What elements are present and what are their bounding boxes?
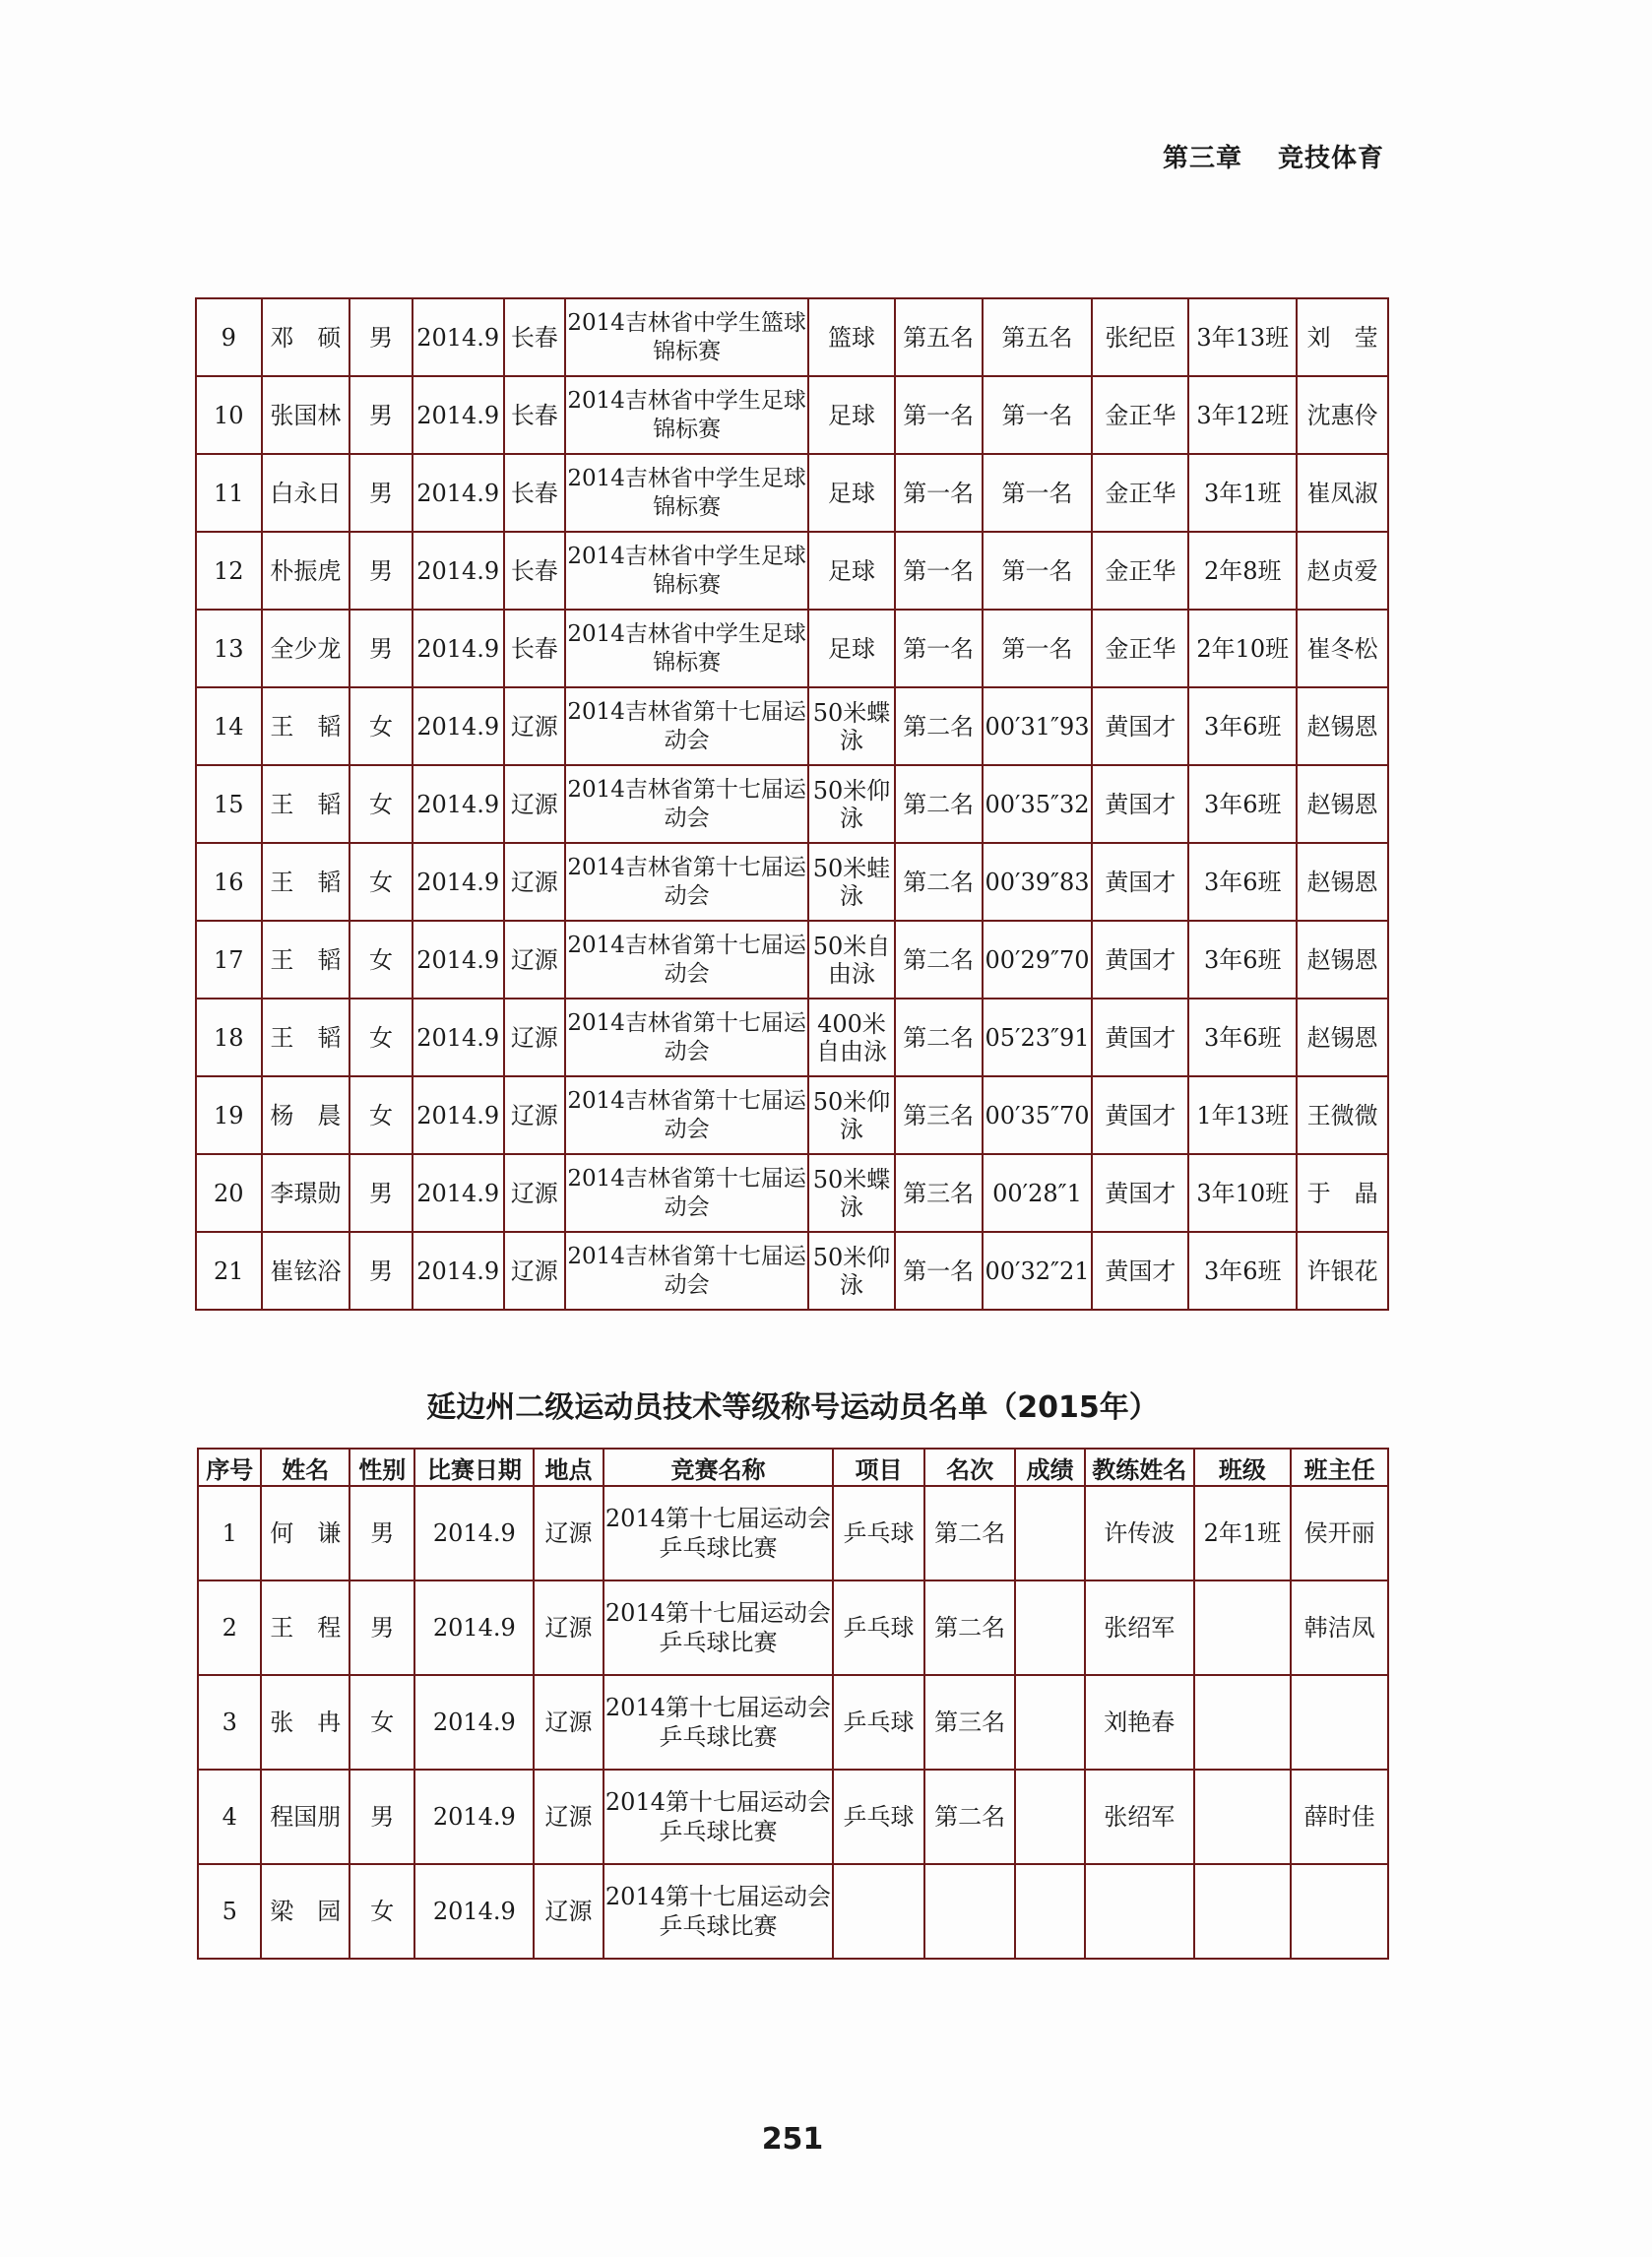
table-cell: 乒乓球 <box>833 1675 924 1770</box>
table-cell: 第一名 <box>895 532 983 610</box>
table-cell: 白永日 <box>262 454 350 532</box>
table-cell: 第一名 <box>983 454 1093 532</box>
table-cell: 第二名 <box>895 765 983 843</box>
table-cell: 50米蝶泳 <box>808 1154 895 1232</box>
table-cell: 3年12班 <box>1188 376 1297 454</box>
table-row <box>198 1770 1388 1864</box>
column-header: 教练姓名 <box>1085 1449 1194 1486</box>
table-cell: 第五名 <box>983 298 1093 376</box>
table-cell: 1 <box>198 1486 261 1580</box>
table-cell: 11 <box>196 454 262 532</box>
table-cell: 10 <box>196 376 262 454</box>
table-cell: 50米仰泳 <box>808 1232 895 1310</box>
table-cell: 刘 莹 <box>1297 298 1388 376</box>
table-cell: 辽源 <box>504 999 566 1076</box>
table-cell: 2014吉林省第十七届运动会 <box>565 1076 808 1154</box>
table-cell: 梁 园 <box>261 1864 349 1959</box>
table-row <box>198 1864 1388 1959</box>
table-cell: 50米自由泳 <box>808 921 895 999</box>
table-cell: 1年13班 <box>1188 1076 1297 1154</box>
table-cell: 长春 <box>504 298 566 376</box>
column-header: 地点 <box>534 1449 603 1486</box>
table-cell <box>833 1864 924 1959</box>
table-cell: 邓 硕 <box>262 298 350 376</box>
table-cell: 女 <box>349 999 413 1076</box>
table-cell: 第三名 <box>895 1154 983 1232</box>
table-cell: 辽源 <box>504 687 566 765</box>
table-cell <box>1194 1864 1292 1959</box>
table-cell: 第一名 <box>983 610 1093 687</box>
column-header: 序号 <box>198 1449 261 1486</box>
table-cell: 辽源 <box>534 1770 603 1864</box>
table-cell: 崔冬松 <box>1297 610 1388 687</box>
table-cell: 第一名 <box>895 454 983 532</box>
table-cell: 黄国才 <box>1092 1076 1188 1154</box>
table-cell: 程国朋 <box>261 1770 349 1864</box>
table-cell: 辽源 <box>504 1232 566 1310</box>
table-cell: 00′29″70 <box>983 921 1093 999</box>
table-cell: 2014第十七届运动会乒乓球比赛 <box>604 1770 834 1864</box>
table-cell: 乒乓球 <box>833 1770 924 1864</box>
table-cell: 2014吉林省中学生足球锦标赛 <box>565 376 808 454</box>
table2-title: 延边州二级运动员技术等级称号运动员名单（2015年） <box>426 1390 1159 1425</box>
table-cell <box>1194 1770 1292 1864</box>
table-cell: 2014.9 <box>413 454 504 532</box>
table-cell: 2014吉林省第十七届运动会 <box>565 999 808 1076</box>
table-cell: 2014.9 <box>413 532 504 610</box>
table-cell: 50米蛙泳 <box>808 843 895 921</box>
table-cell: 赵锡恩 <box>1297 687 1388 765</box>
table-cell: 2014吉林省第十七届运动会 <box>565 1154 808 1232</box>
table-row <box>196 843 1388 921</box>
table-cell: 女 <box>349 765 413 843</box>
table-cell: 黄国才 <box>1092 843 1188 921</box>
column-header: 性别 <box>349 1449 414 1486</box>
table-cell: 男 <box>349 454 413 532</box>
table-cell: 4 <box>198 1770 261 1864</box>
table-cell: 许银花 <box>1297 1232 1388 1310</box>
table-cell: 3年13班 <box>1188 298 1297 376</box>
table-cell: 全少龙 <box>262 610 350 687</box>
table-cell: 女 <box>349 843 413 921</box>
table-cell: 19 <box>196 1076 262 1154</box>
table-cell: 崔凤淑 <box>1297 454 1388 532</box>
table-cell: 辽源 <box>534 1486 603 1580</box>
table-cell: 张绍军 <box>1085 1580 1194 1675</box>
table-cell: 第二名 <box>895 999 983 1076</box>
table-cell: 2014吉林省中学生足球锦标赛 <box>565 532 808 610</box>
table-cell: 男 <box>349 1154 413 1232</box>
table-cell: 00′35″70 <box>983 1076 1093 1154</box>
table-cell: 00′28″1 <box>983 1154 1093 1232</box>
table-cell: 金正华 <box>1092 454 1188 532</box>
table-cell: 2014第十七届运动会乒乓球比赛 <box>604 1486 834 1580</box>
table-cell: 赵锡恩 <box>1297 921 1388 999</box>
column-header: 姓名 <box>261 1449 349 1486</box>
table-cell: 2014吉林省第十七届运动会 <box>565 1232 808 1310</box>
table-cell <box>1015 1580 1084 1675</box>
table-cell: 黄国才 <box>1092 765 1188 843</box>
table-cell: 第一名 <box>983 376 1093 454</box>
table-cell: 2014第十七届运动会乒乓球比赛 <box>604 1580 834 1675</box>
table-cell: 21 <box>196 1232 262 1310</box>
column-header: 班主任 <box>1291 1449 1388 1486</box>
table-cell: 3年1班 <box>1188 454 1297 532</box>
table-cell: 2014.9 <box>414 1864 534 1959</box>
table-cell: 2 <box>198 1580 261 1675</box>
table-cell: 2014吉林省第十七届运动会 <box>565 921 808 999</box>
table-cell: 2014.9 <box>413 298 504 376</box>
table-cell: 2014.9 <box>413 1232 504 1310</box>
table-cell <box>1015 1675 1084 1770</box>
table-cell <box>1015 1486 1084 1580</box>
table-cell: 2年10班 <box>1188 610 1297 687</box>
table-cell: 张 冉 <box>261 1675 349 1770</box>
table-cell: 女 <box>349 687 413 765</box>
table-cell: 张绍军 <box>1085 1770 1194 1864</box>
table-cell: 2年8班 <box>1188 532 1297 610</box>
table-cell: 18 <box>196 999 262 1076</box>
table-cell: 2014.9 <box>414 1580 534 1675</box>
table-cell: 辽源 <box>534 1675 603 1770</box>
table-cell: 金正华 <box>1092 376 1188 454</box>
table-cell: 第一名 <box>895 376 983 454</box>
table-cell: 王 程 <box>261 1580 349 1675</box>
table-cell: 9 <box>196 298 262 376</box>
table-cell: 16 <box>196 843 262 921</box>
table-cell: 3 <box>198 1675 261 1770</box>
table-cell: 15 <box>196 765 262 843</box>
table-cell <box>1015 1770 1084 1864</box>
table-cell: 第二名 <box>895 921 983 999</box>
chapter-title: 竞技体育 <box>1277 144 1384 173</box>
table-row <box>198 1486 1388 1580</box>
table-cell: 第二名 <box>924 1580 1016 1675</box>
table-cell: 杨 晨 <box>262 1076 350 1154</box>
running-header <box>1163 138 1384 174</box>
table-cell: 辽源 <box>534 1580 603 1675</box>
table-cell: 男 <box>349 610 413 687</box>
table-cell: 黄国才 <box>1092 687 1188 765</box>
table-cell: 乒乓球 <box>833 1486 924 1580</box>
table-cell: 2014吉林省中学生篮球锦标赛 <box>565 298 808 376</box>
table-cell: 第三名 <box>924 1675 1016 1770</box>
table-row <box>196 999 1388 1076</box>
table-cell: 第二名 <box>924 1486 1016 1580</box>
chapter-label: 第三章 <box>1162 144 1242 173</box>
table-cell: 400米自由泳 <box>808 999 895 1076</box>
table-cell: 男 <box>349 298 413 376</box>
table-cell: 黄国才 <box>1092 921 1188 999</box>
table-cell: 2014.9 <box>414 1675 534 1770</box>
table-row <box>196 921 1388 999</box>
column-header: 名次 <box>924 1449 1016 1486</box>
table-cell: 韩洁凤 <box>1291 1580 1388 1675</box>
table-cell: 辽源 <box>504 921 566 999</box>
table-cell: 王 韬 <box>262 921 350 999</box>
table-cell: 朴振虎 <box>262 532 350 610</box>
table-cell: 14 <box>196 687 262 765</box>
page-number: 251 <box>761 2122 824 2157</box>
table-cell: 黄国才 <box>1092 1232 1188 1310</box>
table-cell: 2014吉林省中学生足球锦标赛 <box>565 610 808 687</box>
column-header: 竞赛名称 <box>604 1449 834 1486</box>
table-cell: 男 <box>349 1580 414 1675</box>
table-cell: 2014.9 <box>413 1076 504 1154</box>
table-cell: 2014.9 <box>413 843 504 921</box>
table-cell: 男 <box>349 532 413 610</box>
table-cell: 薛时佳 <box>1291 1770 1388 1864</box>
table-cell <box>1194 1675 1292 1770</box>
table-cell <box>1015 1864 1084 1959</box>
table-cell: 男 <box>349 1770 414 1864</box>
table-cell: 2014.9 <box>413 765 504 843</box>
table-cell: 00′35″32 <box>983 765 1093 843</box>
column-header: 项目 <box>833 1449 924 1486</box>
table-cell: 2014.9 <box>413 921 504 999</box>
table-cell: 许传波 <box>1085 1486 1194 1580</box>
table-cell: 何 谦 <box>261 1486 349 1580</box>
table-cell: 侯开丽 <box>1291 1486 1388 1580</box>
table-cell <box>1291 1864 1388 1959</box>
table-row <box>196 376 1388 454</box>
table-cell: 辽源 <box>504 1076 566 1154</box>
table-cell: 第一名 <box>895 1232 983 1310</box>
table-cell: 50米蝶泳 <box>808 687 895 765</box>
table-cell: 张国林 <box>262 376 350 454</box>
table-cell: 男 <box>349 1232 413 1310</box>
table-row <box>196 532 1388 610</box>
table-cell: 2014第十七届运动会乒乓球比赛 <box>604 1675 834 1770</box>
athlete-table-continued <box>195 297 1389 1311</box>
table-cell: 17 <box>196 921 262 999</box>
table-cell: 乒乓球 <box>833 1580 924 1675</box>
table-cell: 2014吉林省第十七届运动会 <box>565 765 808 843</box>
table-cell: 第二名 <box>895 687 983 765</box>
table-cell: 篮球 <box>808 298 895 376</box>
column-header: 成绩 <box>1015 1449 1084 1486</box>
table-cell: 00′32″21 <box>983 1232 1093 1310</box>
table-cell: 3年6班 <box>1188 999 1297 1076</box>
table-cell <box>1291 1675 1388 1770</box>
table-cell: 王微微 <box>1297 1076 1388 1154</box>
table-cell: 第二名 <box>895 843 983 921</box>
table-cell: 女 <box>349 1076 413 1154</box>
table-cell: 男 <box>349 376 413 454</box>
table-cell: 沈惠伶 <box>1297 376 1388 454</box>
column-header: 班级 <box>1194 1449 1292 1486</box>
table-cell: 2014.9 <box>413 610 504 687</box>
table-cell <box>924 1864 1016 1959</box>
table-cell: 3年6班 <box>1188 1232 1297 1310</box>
table-cell: 12 <box>196 532 262 610</box>
table-cell: 2014.9 <box>413 999 504 1076</box>
table-row <box>196 1232 1388 1310</box>
table-cell: 王 韬 <box>262 999 350 1076</box>
table-cell: 辽源 <box>504 765 566 843</box>
table-cell: 辽源 <box>504 843 566 921</box>
table-cell: 长春 <box>504 532 566 610</box>
table-cell: 金正华 <box>1092 610 1188 687</box>
table-cell: 00′31″93 <box>983 687 1093 765</box>
table-row <box>196 298 1388 376</box>
table-cell: 第一名 <box>895 610 983 687</box>
table-cell: 2014.9 <box>413 376 504 454</box>
table-row <box>196 610 1388 687</box>
table-cell: 黄国才 <box>1092 999 1188 1076</box>
table-cell: 2014吉林省第十七届运动会 <box>565 843 808 921</box>
table-cell: 赵锡恩 <box>1297 765 1388 843</box>
table-cell: 于 晶 <box>1297 1154 1388 1232</box>
table-cell: 2年1班 <box>1194 1486 1292 1580</box>
table-cell: 3年6班 <box>1188 843 1297 921</box>
table-cell: 05′23″91 <box>983 999 1093 1076</box>
table-cell: 女 <box>349 921 413 999</box>
table-cell: 刘艳春 <box>1085 1675 1194 1770</box>
table-cell: 2014.9 <box>414 1770 534 1864</box>
table-cell: 第五名 <box>895 298 983 376</box>
table-cell: 赵贞爱 <box>1297 532 1388 610</box>
athlete-table-2015 <box>197 1448 1389 1960</box>
table-row <box>196 1076 1388 1154</box>
table-cell: 2014.9 <box>413 687 504 765</box>
table-cell: 3年6班 <box>1188 687 1297 765</box>
table-cell: 3年6班 <box>1188 765 1297 843</box>
table-cell: 2014.9 <box>413 1154 504 1232</box>
table-cell: 第三名 <box>895 1076 983 1154</box>
table-cell: 王 韬 <box>262 843 350 921</box>
table-cell: 男 <box>349 1486 414 1580</box>
table-cell: 2014吉林省第十七届运动会 <box>565 687 808 765</box>
table-cell: 王 韬 <box>262 687 350 765</box>
table-cell: 50米仰泳 <box>808 1076 895 1154</box>
table-cell: 王 韬 <box>262 765 350 843</box>
table-cell: 2014第十七届运动会乒乓球比赛 <box>604 1864 834 1959</box>
table-cell: 00′39″83 <box>983 843 1093 921</box>
table-cell <box>1085 1864 1194 1959</box>
table-cell: 长春 <box>504 610 566 687</box>
table-row <box>196 1154 1388 1232</box>
table-cell: 张纪臣 <box>1092 298 1188 376</box>
table-header-row <box>198 1449 1388 1486</box>
table-cell: 50米仰泳 <box>808 765 895 843</box>
table-row <box>198 1580 1388 1675</box>
table-cell: 长春 <box>504 376 566 454</box>
table-cell: 足球 <box>808 454 895 532</box>
table-cell: 5 <box>198 1864 261 1959</box>
table-cell: 20 <box>196 1154 262 1232</box>
table-cell: 足球 <box>808 376 895 454</box>
table-cell: 辽源 <box>504 1154 566 1232</box>
table-row <box>196 687 1388 765</box>
table-cell: 第一名 <box>983 532 1093 610</box>
table-cell: 女 <box>349 1675 414 1770</box>
table-row <box>196 765 1388 843</box>
table-cell <box>1194 1580 1292 1675</box>
table-cell: 女 <box>349 1864 414 1959</box>
table-cell: 黄国才 <box>1092 1154 1188 1232</box>
table-cell: 赵锡恩 <box>1297 843 1388 921</box>
column-header: 比赛日期 <box>414 1449 534 1486</box>
table-cell: 崔铉浴 <box>262 1232 350 1310</box>
table-cell: 2014.9 <box>414 1486 534 1580</box>
table-cell: 李璟勋 <box>262 1154 350 1232</box>
table-cell: 第二名 <box>924 1770 1016 1864</box>
table-cell: 辽源 <box>534 1864 603 1959</box>
table-cell: 足球 <box>808 532 895 610</box>
table-cell: 足球 <box>808 610 895 687</box>
table-cell: 3年6班 <box>1188 921 1297 999</box>
table-row <box>198 1675 1388 1770</box>
table-cell: 金正华 <box>1092 532 1188 610</box>
table-cell: 赵锡恩 <box>1297 999 1388 1076</box>
table-cell: 13 <box>196 610 262 687</box>
table-cell: 2014吉林省中学生足球锦标赛 <box>565 454 808 532</box>
table-cell: 长春 <box>504 454 566 532</box>
table-row <box>196 454 1388 532</box>
table-cell: 3年10班 <box>1188 1154 1297 1232</box>
